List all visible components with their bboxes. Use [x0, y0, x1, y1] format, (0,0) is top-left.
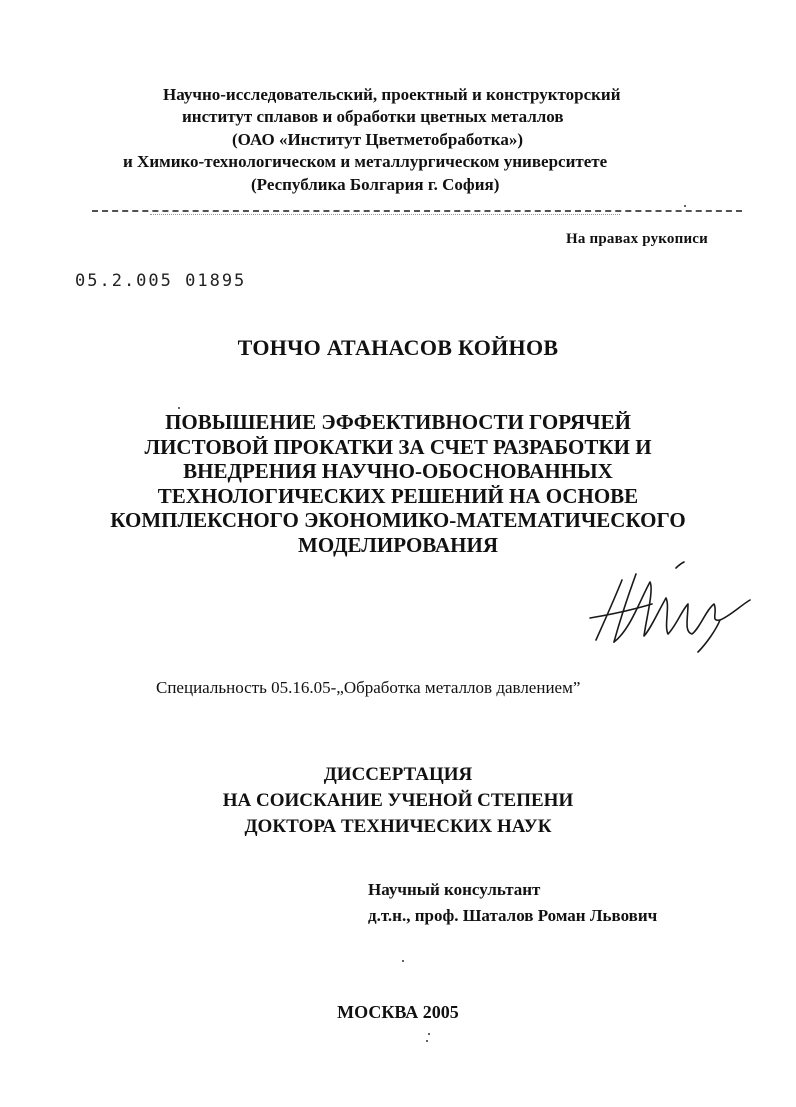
dissertation-block — [0, 762, 796, 840]
author-name: ТОНЧО АТАНАСОВ КОЙНОВ — [237, 335, 559, 360]
scan-speck — [428, 1033, 430, 1035]
specialty-line: Специальность 05.16.05-„Обработка металлов давлением” — [156, 678, 581, 697]
institution-line-5: (Республика Болгария г. София) — [251, 175, 500, 194]
title-line-4: ТЕХНОЛОГИЧЕСКИХ РЕШЕНИЙ НА ОСНОВЕ — [157, 483, 639, 508]
title-line-3: ВНЕДРЕНИЯ НАУЧНО-ОБОСНОВАННЫХ — [183, 459, 613, 483]
scan-speck — [426, 1040, 428, 1042]
advisor-block — [368, 877, 657, 929]
header-divider-secondary — [150, 214, 620, 215]
library-stamp-number: 05.2.005 01895 — [75, 271, 247, 291]
title-line-1: ПОВЫШЕНИЕ ЭФФЕКТИВНОСТИ ГОРЯЧЕЙ — [165, 410, 631, 434]
author-signature — [580, 560, 770, 660]
institution-line-2: институт сплавов и обработки цветных металлов — [182, 107, 564, 126]
institution-line-1: Научно-исследовательский, проектный и конструкторский — [163, 85, 621, 104]
dissertation-line-3: ДОКТОРА ТЕХНИЧЕСКИХ НАУК — [244, 816, 552, 837]
manuscript-note: На правах рукописи — [565, 231, 708, 247]
dissertation-line-2: НА СОИСКАНИЕ УЧЕНОЙ СТЕПЕНИ — [222, 790, 574, 811]
city-year: МОСКВА 2005 — [337, 1002, 459, 1022]
title-line-2: ЛИСТОВОЙ ПРОКАТКИ ЗА СЧЕТ РАЗРАБОТКИ И — [144, 434, 652, 459]
institution-line-3: (ОАО «Институт Цветметобработка») — [232, 130, 523, 149]
header-divider — [92, 210, 742, 212]
scan-speck — [684, 205, 686, 207]
dissertation-title — [0, 410, 796, 557]
advisor-role: Научный консультант — [368, 880, 541, 899]
advisor-name: д.т.н., проф. Шаталов Роман Львович — [368, 906, 658, 925]
scan-speck — [402, 960, 404, 962]
institution-line-4: и Химико-технологическом и металлургическом университете — [123, 152, 608, 171]
dissertation-line-1: ДИССЕРТАЦИЯ — [323, 764, 473, 785]
scan-speck — [178, 407, 180, 409]
title-line-6: МОДЕЛИРОВАНИЯ — [298, 532, 498, 557]
title-line-5: КОМПЛЕКСНОГО ЭКОНОМИКО-МАТЕМАТИЧЕСКОГО — [110, 508, 686, 532]
